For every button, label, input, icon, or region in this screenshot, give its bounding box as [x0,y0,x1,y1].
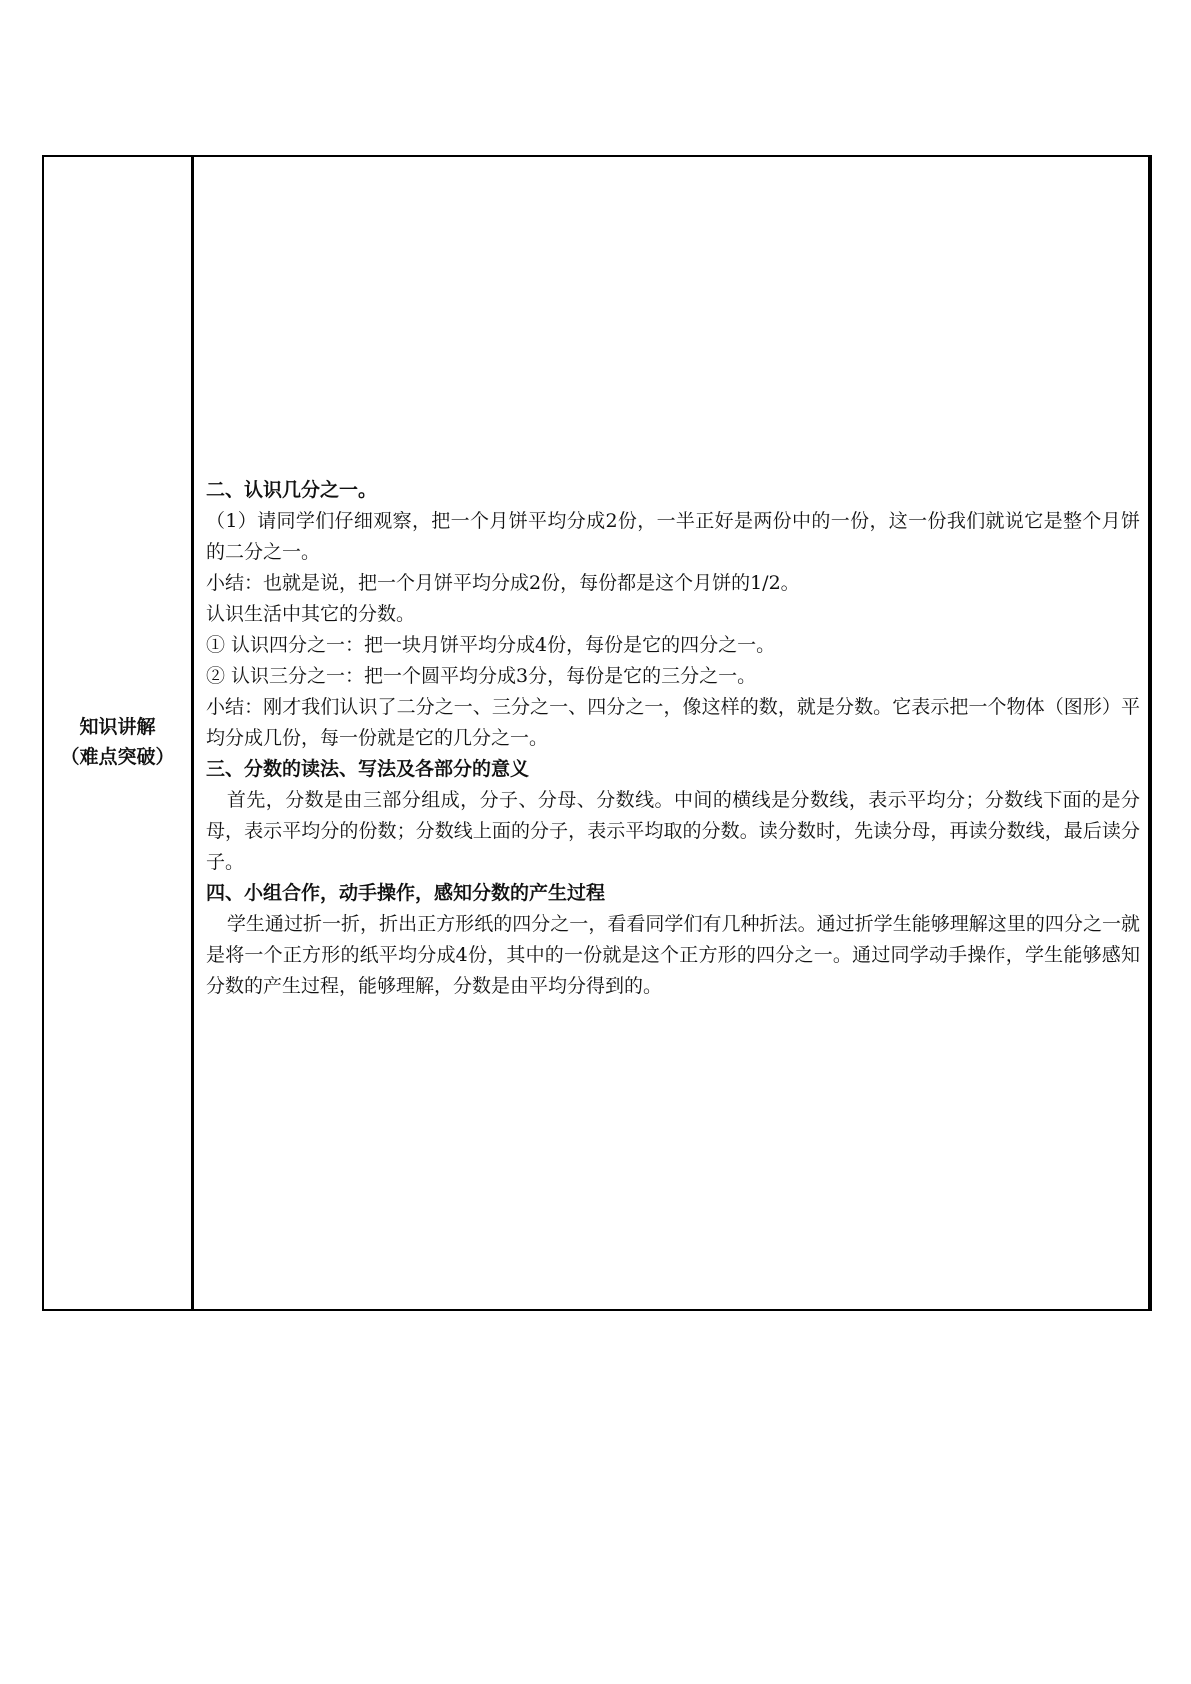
paragraph-group-activity: 学生通过折一折，折出正方形纸的四分之一，看看同学们有几种折法。通过折学生能够理解这里的四分之一就是将一个正方形的纸平均分成4份，其中的一份就是这个正方形的四分之一。通过同学动手操作，学生能够感知分数的产生过程，能够理解，分数是由平均分得到的。 [206,913,1140,997]
paragraph-third: ② 认识三分之一：把一个圆平均分成3分，每份是它的三分之一。 [206,665,757,687]
paragraph-summary-half: 小结：也就是说，把一个月饼平均分成2份，每份都是这个月饼的1/2。 [206,572,800,594]
heading-section-2: 二、认识几分之一。 [206,479,378,501]
content-cell [194,157,1150,1309]
section-label-cell [44,157,194,1309]
lesson-table [42,155,1152,1311]
paragraph-quarter: ① 认识四分之一：把一块月饼平均分成4份，每份是它的四分之一。 [206,634,776,656]
paragraph-observe: （1）请同学们仔细观察，把一个月饼平均分成2份，一半正好是两份中的一份，这一份我们就说它是整个月饼的二分之一。 [206,510,1140,563]
paragraph-fraction-parts: 首先，分数是由三部分组成，分子、分母、分数线。中间的横线是分数线，表示平均分；分数线下面的是分母，表示平均分的份数；分数线上面的分子，表示平均取的分数。读分数时，先读分母，再读分数线，最后读分子。 [206,789,1140,873]
paragraph-summary-fractions: 小结：刚才我们认识了二分之一、三分之一、四分之一，像这样的数，就是分数。它表示把一个物体（图形）平均分成几份，每一份就是它的几分之一。 [206,696,1140,749]
heading-section-3: 三、分数的读法、写法及各部分的意义 [206,758,530,780]
section-label-title: 知识讲解 [79,715,156,738]
heading-section-4: 四、小组合作，动手操作，感知分数的产生过程 [206,882,606,904]
lesson-content [206,475,1140,1002]
section-label-subtitle: （难点突破） [60,745,175,768]
paragraph-other-fractions: 认识生活中其它的分数。 [206,603,416,625]
